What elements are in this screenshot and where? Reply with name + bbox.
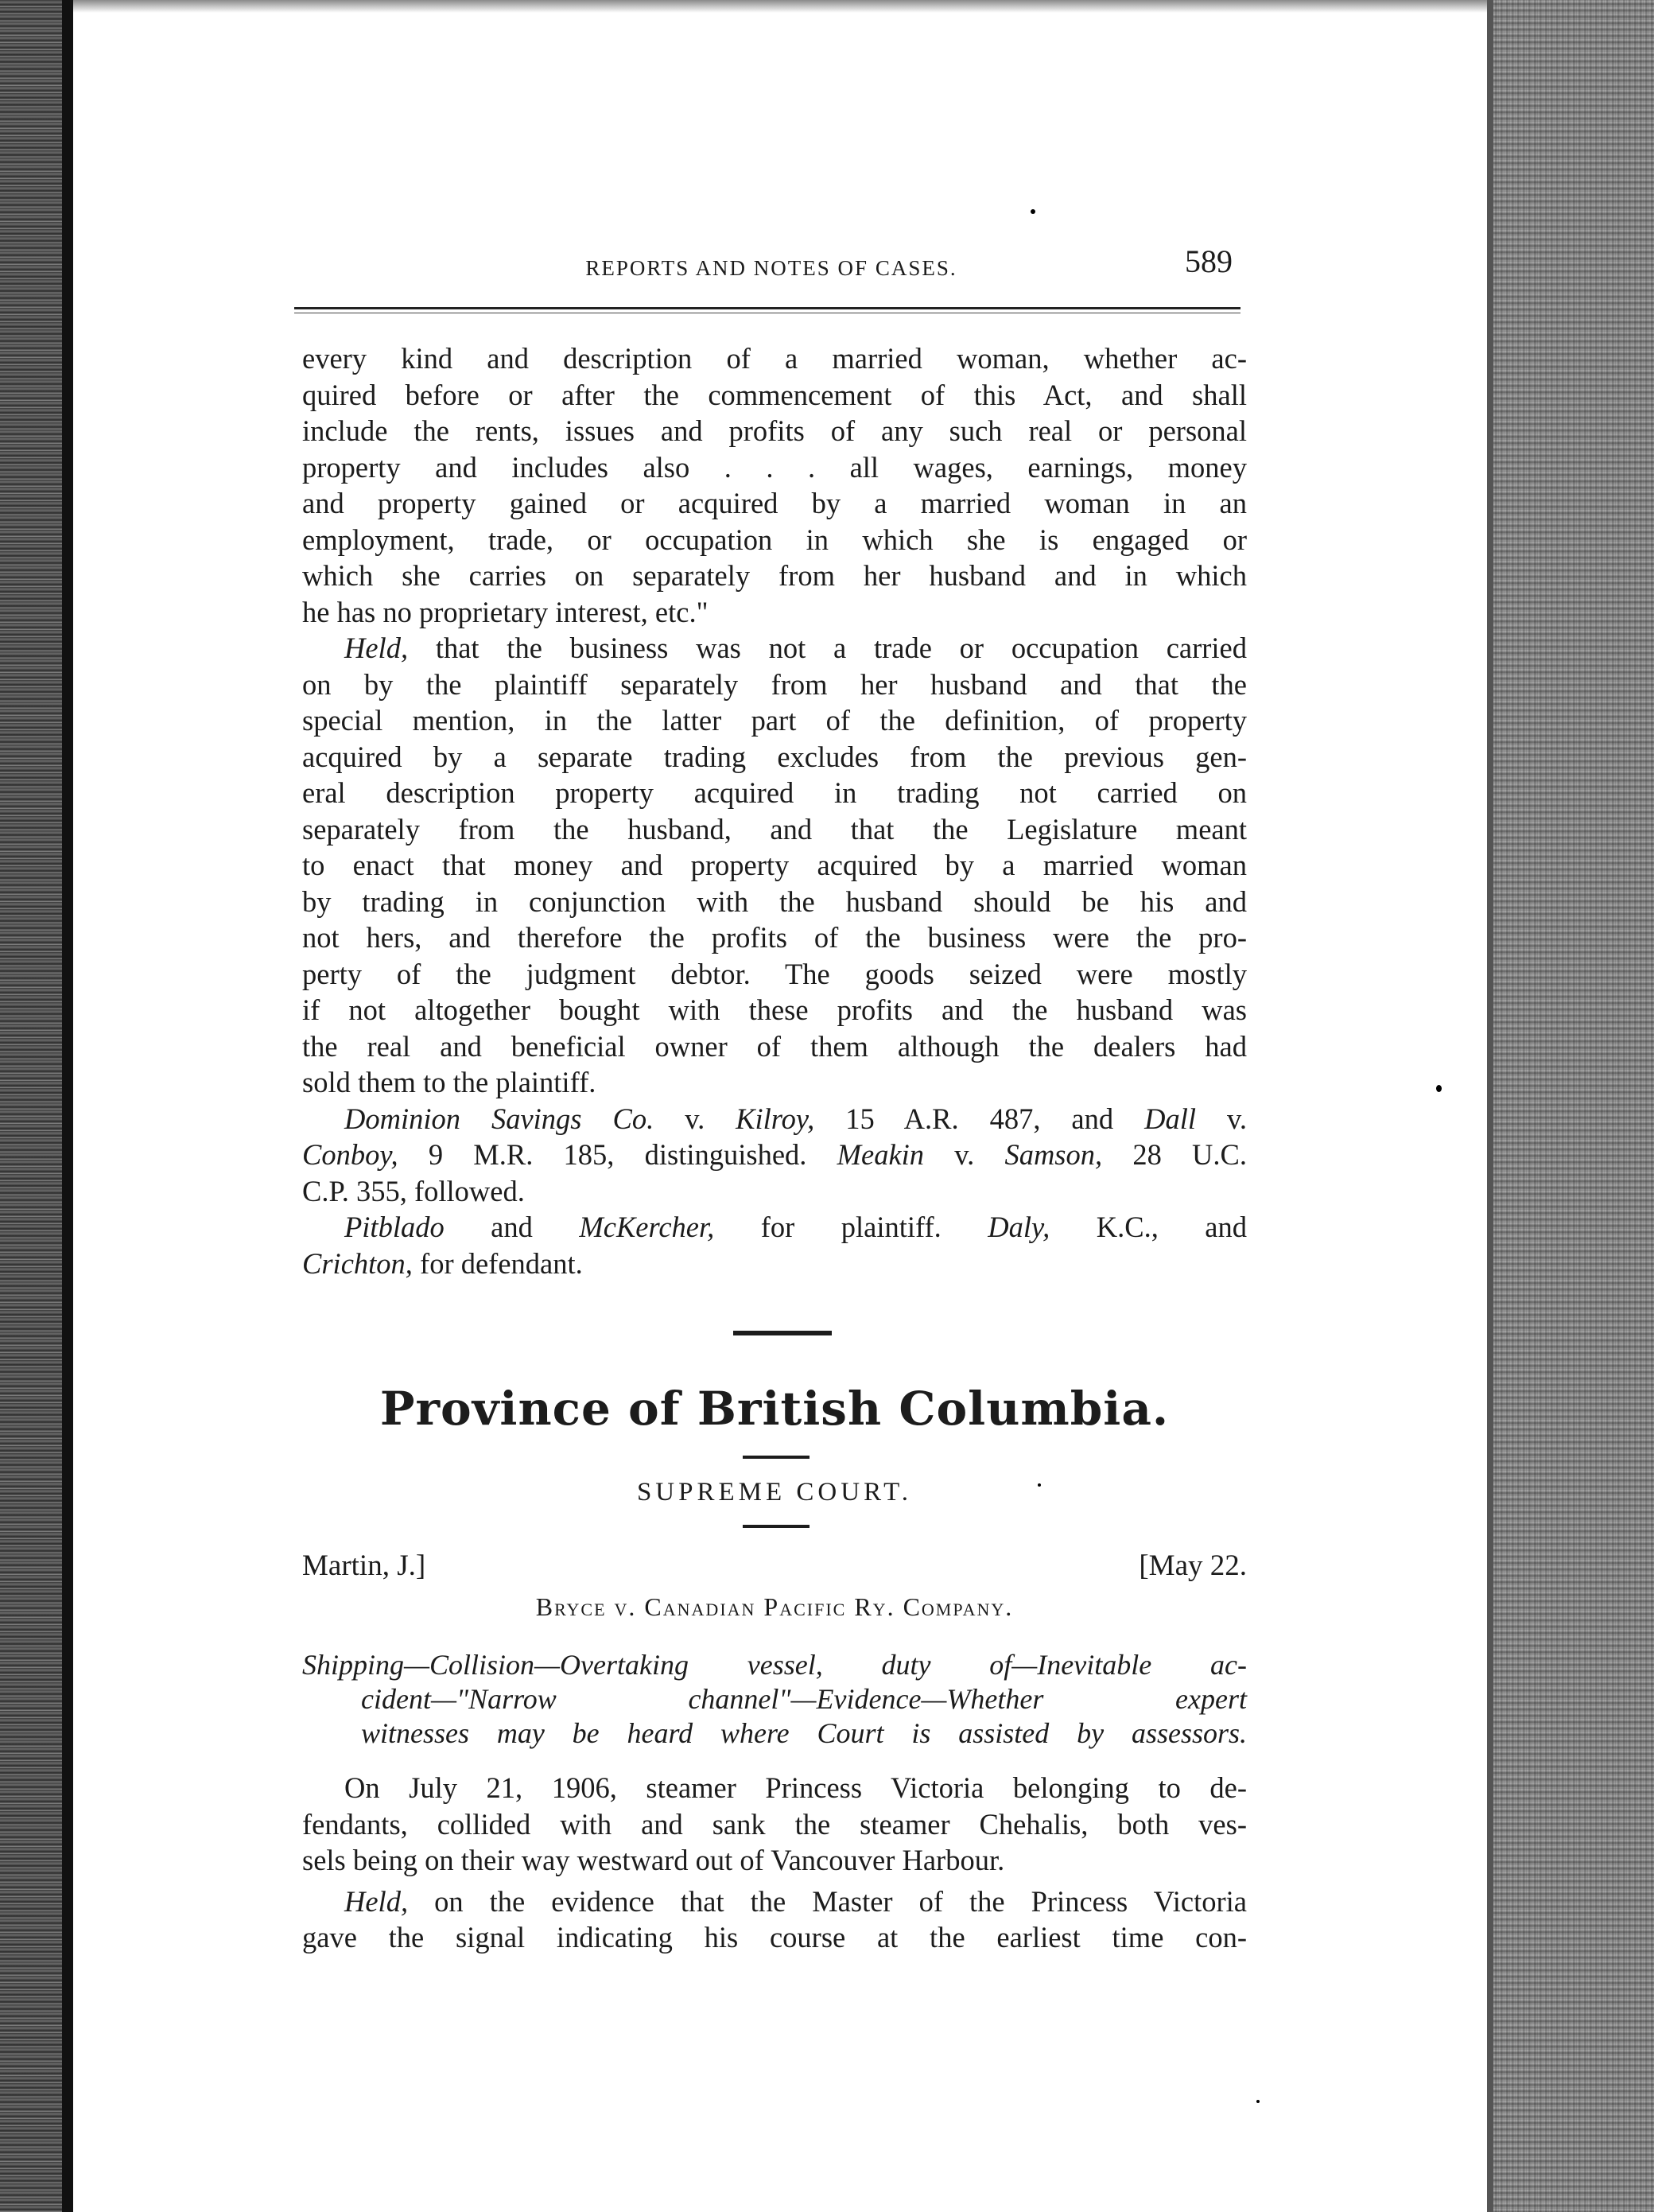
body-text-upper bbox=[302, 340, 1247, 1281]
text-line: the real and beneficial owner of them although the dealers had bbox=[302, 1029, 1247, 1063]
text-line: to enact that money and property acquired by a married woman bbox=[302, 849, 1247, 881]
text-line: fendants, collided with and sank the steamer Chehalis, both ves- bbox=[302, 1807, 1247, 1841]
text-line: include the rents, issues and profits of any such real or personal bbox=[302, 414, 1247, 447]
text-line: eral description property acquired in trading not carried on bbox=[302, 776, 1247, 809]
text-line: C.P. 355, followed. bbox=[302, 1174, 525, 1207]
headnote-line: cident—"Narrow channel"—Evidence—Whether expert bbox=[361, 1683, 1247, 1715]
province-heading: Province of British Columbia. bbox=[379, 1382, 1170, 1436]
page-number: 589 bbox=[1185, 243, 1233, 279]
held-label: Held, bbox=[344, 632, 409, 664]
scan-speck bbox=[1038, 1483, 1041, 1487]
text-line: if not altogether bought with these profits and the husband was bbox=[302, 993, 1247, 1026]
headnote bbox=[302, 1648, 1247, 1751]
text-line: quired before or after the commencement of this Act, and shall bbox=[302, 378, 1247, 411]
book-binding-shadow bbox=[0, 0, 73, 2212]
text-line: every kind and description of a married woman, whether ac- bbox=[302, 342, 1247, 375]
citations-paragraph bbox=[302, 1101, 1247, 1210]
heading-rule bbox=[743, 1456, 810, 1459]
text-line: employment, trade, or occupation in which she is engaged or bbox=[302, 523, 1247, 556]
running-head: REPORTS AND NOTES OF CASES. bbox=[585, 256, 957, 280]
text-line: Held, on the evidence that the Master of the Princess Victoria bbox=[344, 1884, 1247, 1918]
facts-paragraph bbox=[302, 1770, 1247, 1879]
text-line: sold them to the plaintiff. bbox=[302, 1066, 596, 1098]
header-rule bbox=[294, 307, 1240, 309]
counsel-paragraph bbox=[302, 1209, 1247, 1281]
top-scan-shadow bbox=[73, 0, 1487, 13]
decision-date: [May 22. bbox=[1139, 1549, 1247, 1582]
court-heading: SUPREME COURT. bbox=[636, 1478, 913, 1506]
text-line: On July 21, 1906, steamer Princess Victoria belonging to de- bbox=[344, 1771, 1247, 1804]
text-line: separately from the husband, and that the Legislature meant bbox=[302, 812, 1247, 846]
text-line: Held, that the business was not a trade or occupation carried bbox=[344, 632, 1247, 664]
body-text-lower bbox=[302, 1770, 1247, 1956]
case-title: Bryce v. Canadian Pacific Ry. Company. bbox=[535, 1592, 1014, 1621]
text-line: gave the signal indicating his course at the earliest time con- bbox=[302, 1921, 1247, 1953]
text-line: he has no proprietary interest, etc." bbox=[302, 595, 709, 628]
held-paragraph bbox=[302, 1884, 1247, 1956]
text-line: by trading in conjunction with the husband should be his and bbox=[302, 884, 1247, 918]
headnote-line: witnesses may be heard where Court is assisted by assessors. bbox=[361, 1717, 1247, 1749]
text-line: sels being on their way westward out of Vancouver Harbour. bbox=[302, 1844, 1005, 1876]
text-line: perty of the judgment debtor. The goods seized were mostly bbox=[302, 957, 1247, 990]
text-line: property and includes also . . . all wages, earnings, money bbox=[302, 450, 1247, 484]
scan-speck bbox=[1256, 2100, 1260, 2103]
judge-name: Martin, J.] bbox=[302, 1549, 426, 1582]
scan-speck bbox=[1031, 209, 1035, 214]
definition-paragraph bbox=[302, 340, 1247, 630]
text-line: Conboy, 9 M.R. 185, distinguished. Meakin v. Samson, 28 U.C. bbox=[302, 1138, 1247, 1171]
text-line: acquired by a separate trading excludes from the previous gen- bbox=[302, 740, 1247, 773]
section-separator bbox=[733, 1331, 832, 1335]
scan-speck bbox=[1436, 1085, 1442, 1092]
text-line: on by the plaintiff separately from her husband and that the bbox=[302, 667, 1247, 701]
headnote-line: Shipping—Collision—Overtaking vessel, duty of—Inevitable ac- bbox=[302, 1649, 1247, 1681]
text-line: which she carries on separately from her husband and in which bbox=[302, 559, 1247, 592]
page-edge-stack bbox=[1487, 0, 1654, 2212]
text-line: not hers, and therefore the profits of the business were the pro- bbox=[302, 921, 1247, 954]
text-line: and property gained or acquired by a married woman in an bbox=[302, 487, 1247, 519]
text-line: special mention, in the latter part of the definition, of property bbox=[302, 704, 1247, 737]
text-line: Crichton, for defendant. bbox=[302, 1246, 583, 1280]
heading-rule bbox=[743, 1525, 810, 1528]
held-paragraph bbox=[302, 630, 1247, 1101]
text-line: Pitblado and McKercher, for plaintiff. Daly, K.C., and bbox=[344, 1211, 1248, 1243]
text-line: Dominion Savings Co. v. Kilroy, 15 A.R. 487, and Dall v. bbox=[344, 1102, 1247, 1135]
